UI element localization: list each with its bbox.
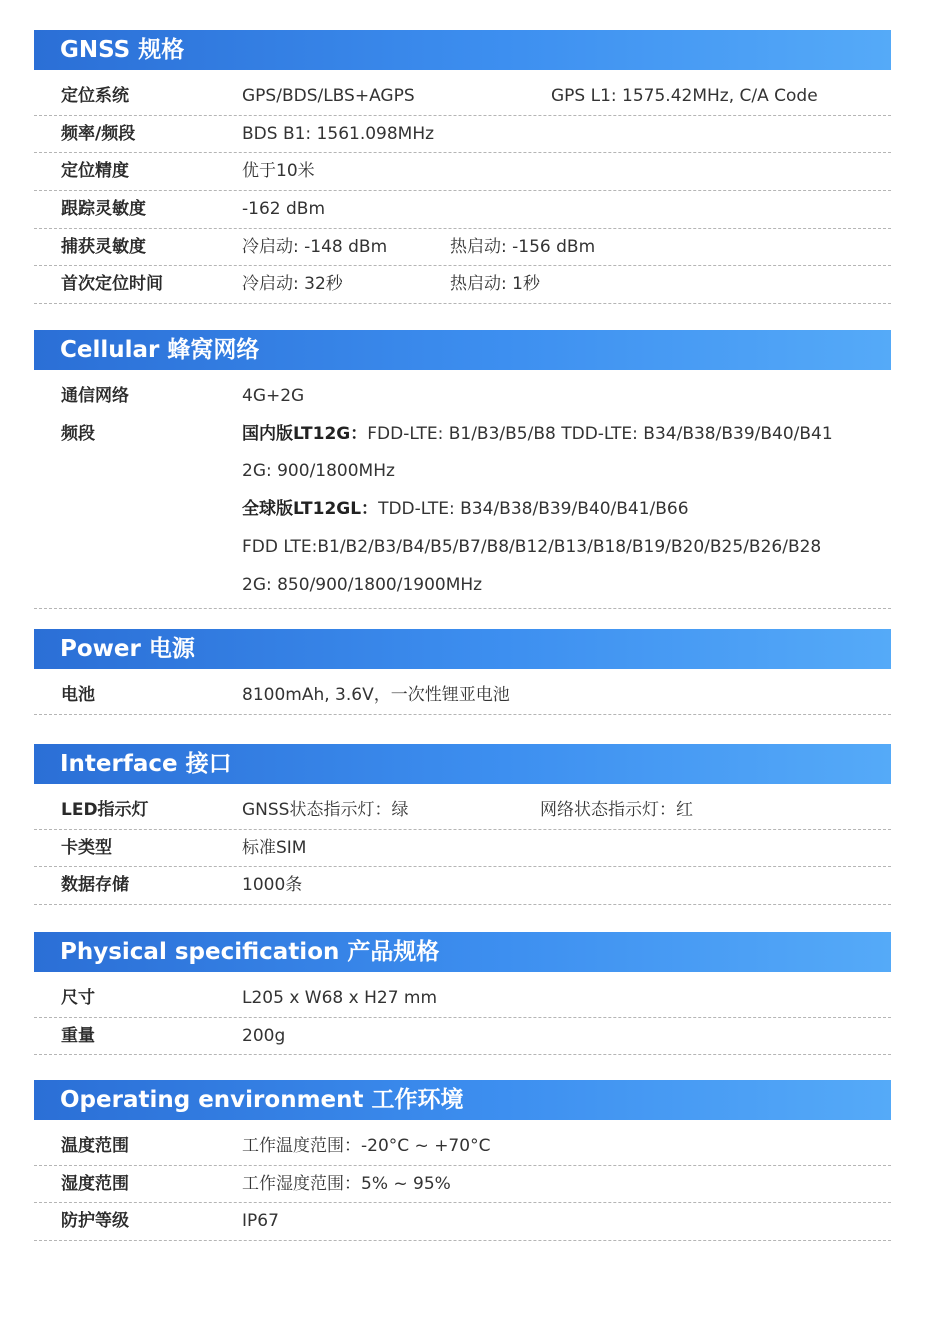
section-power	[34, 629, 891, 715]
spec-value-secondary: GPS L1: 1575.42MHz, C/A Code	[551, 86, 818, 106]
spec-value-secondary: 热启动: 1秒	[450, 274, 540, 295]
spec-label: 频率/频段	[61, 123, 136, 144]
spec-value: 200g	[242, 1025, 286, 1046]
spec-row	[34, 867, 891, 905]
section-title-physical: Physical specification 产品规格	[34, 932, 891, 972]
spec-value: BDS B1: 1561.098MHz	[242, 123, 435, 144]
spec-value: 1000条	[242, 875, 303, 896]
spec-value: 优于10米	[242, 161, 315, 182]
spec-row	[34, 78, 891, 116]
spec-value-secondary: 网络状态指示灯：红	[540, 800, 693, 820]
band-line: 2G: 850/900/1800/1900MHz	[242, 574, 483, 595]
band-line: 2G: 900/1800MHz	[242, 461, 395, 482]
spec-row	[34, 1166, 891, 1204]
spec-row	[34, 677, 891, 715]
spec-row	[34, 1018, 891, 1056]
spec-row	[34, 792, 891, 830]
band-line	[242, 416, 891, 454]
spec-label: 数据存储	[61, 875, 129, 896]
spec-row	[34, 980, 891, 1018]
spec-value: 8100mAh, 3.6V，一次性锂亚电池	[242, 685, 510, 705]
spec-value: 冷启动: 32秒	[242, 274, 343, 295]
section-physical	[34, 932, 891, 1055]
section-interface	[34, 744, 891, 905]
spec-value-secondary: 热启动: -156 dBm	[450, 236, 596, 257]
section-gnss	[34, 30, 891, 304]
spec-label: 通信网络	[61, 386, 129, 406]
spec-value: 工作温度范围：-20°C ~ +70°C	[242, 1136, 491, 1156]
spec-label: 频段	[61, 423, 95, 444]
spec-value: IP67	[242, 1211, 279, 1232]
spec-row	[34, 116, 891, 154]
spec-label: 重量	[61, 1025, 95, 1046]
spec-row	[34, 229, 891, 267]
spec-value: L205 x W68 x H27 mm	[242, 988, 438, 1008]
spec-label: 电池	[61, 685, 95, 705]
spec-value: 冷启动: -148 dBm	[242, 236, 388, 257]
band-line: FDD LTE:B1/B2/B3/B4/B5/B7/B8/B12/B13/B18/B19/B20/B25/B26/B28	[242, 536, 822, 557]
spec-value: GPS/BDS/LBS+AGPS	[242, 86, 415, 106]
spec-label: 捕获灵敏度	[61, 236, 146, 257]
spec-label: 卡类型	[61, 837, 112, 858]
spec-row	[34, 1128, 891, 1166]
band-text: FDD-LTE: B1/B3/B5/B8 TDD-LTE: B34/B38/B39/B40/B41	[367, 423, 833, 444]
spec-label: 定位精度	[61, 161, 129, 182]
spec-value: 工作湿度范围：5% ~ 95%	[242, 1173, 451, 1194]
section-title-cellular: Cellular 蜂窝网络	[34, 330, 891, 370]
band-version-label: 全球版LT12GL：	[242, 499, 379, 520]
band-line	[242, 491, 891, 529]
section-title-interface: Interface 接口	[34, 744, 891, 784]
spec-label: LED指示灯	[61, 800, 149, 820]
spec-value: -162 dBm	[242, 199, 325, 220]
spec-value: 标准SIM	[242, 837, 307, 858]
spec-row	[34, 1203, 891, 1241]
spec-label: 尺寸	[61, 988, 95, 1008]
spec-label: 首次定位时间	[61, 274, 163, 295]
section-title-gnss: GNSS 规格	[34, 30, 891, 70]
spec-label: 跟踪灵敏度	[61, 199, 146, 220]
band-text: TDD-LTE: B34/B38/B39/B40/B41/B66	[378, 499, 689, 520]
section-title-power: Power 电源	[34, 629, 891, 669]
spec-label: 防护等级	[61, 1211, 129, 1232]
spec-label: 定位系统	[61, 86, 129, 106]
spec-label: 湿度范围	[61, 1173, 129, 1194]
spec-row	[34, 378, 891, 416]
section-cellular	[34, 330, 891, 609]
spec-value: GNSS状态指示灯：绿	[242, 800, 409, 820]
spec-row	[34, 266, 891, 304]
spec-label: 温度范围	[61, 1136, 129, 1156]
spec-row	[34, 153, 891, 191]
section-title-environment: Operating environment 工作环境	[34, 1080, 891, 1120]
section-environment	[34, 1080, 891, 1241]
spec-value: 4G+2G	[242, 386, 305, 406]
band-list	[242, 416, 891, 605]
spec-row-bands	[34, 416, 891, 610]
spec-row	[34, 830, 891, 868]
band-version-label: 国内版LT12G：	[242, 423, 368, 444]
spec-row	[34, 191, 891, 229]
